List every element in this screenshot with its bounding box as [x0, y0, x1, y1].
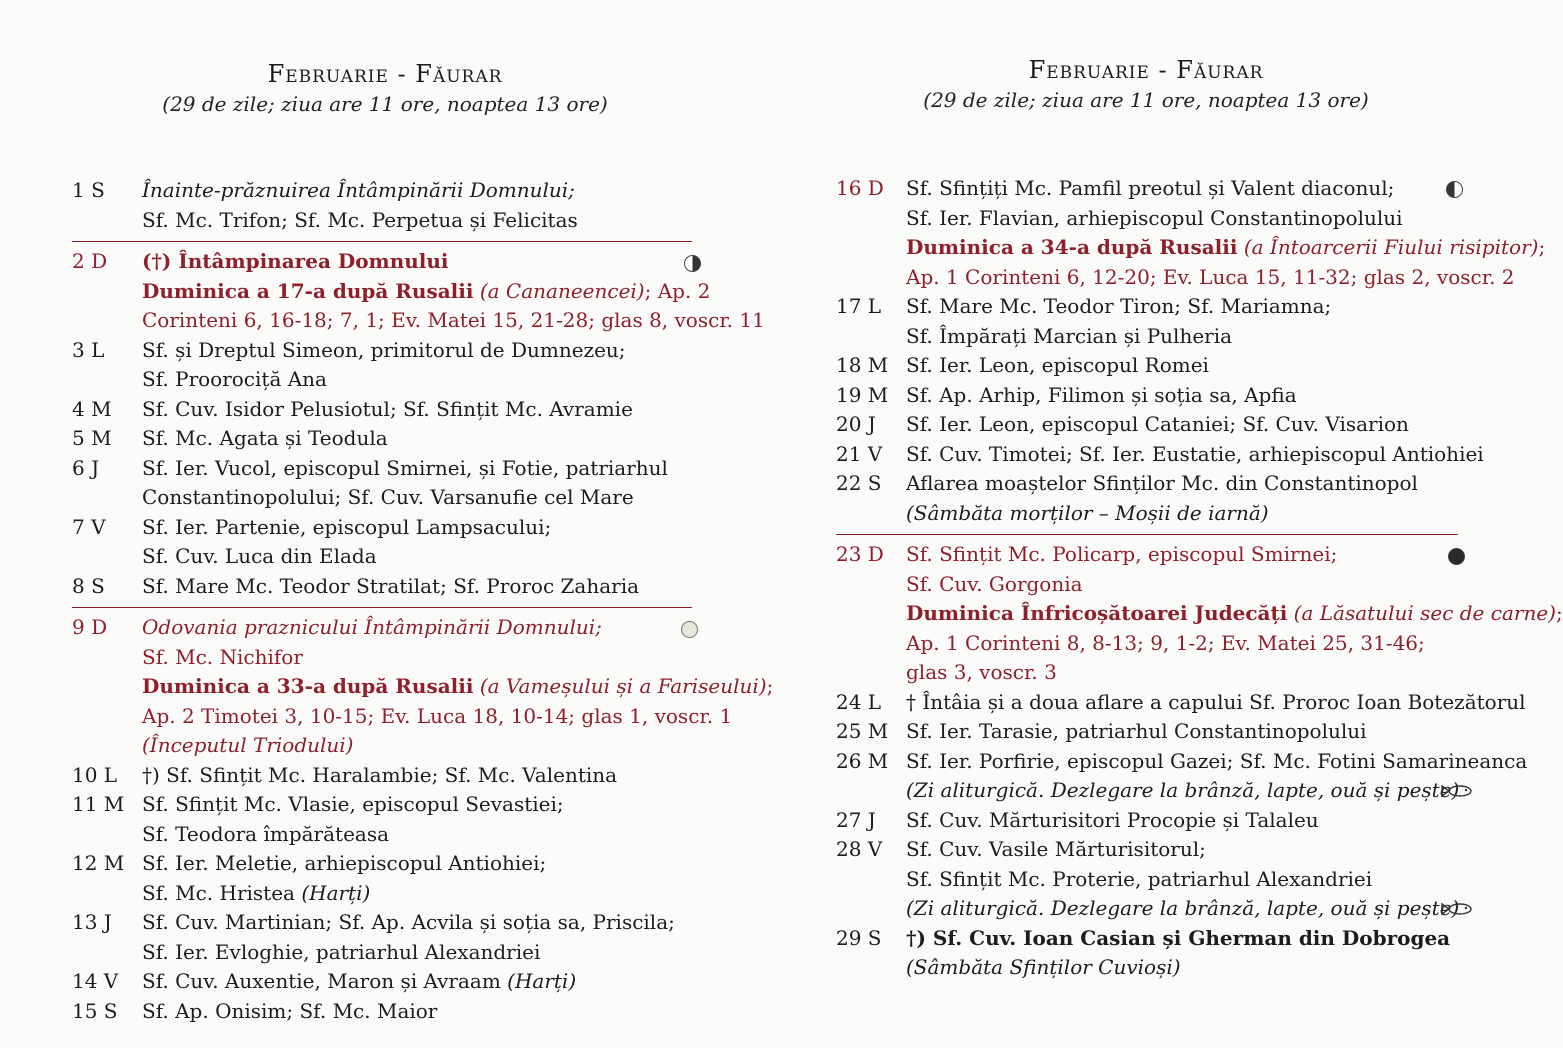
- entry-line: Sf. Cuv. Timotei; Sf. Ier. Eustatie, arhiepiscopul Antiohiei: [906, 441, 1484, 466]
- left-page-header: [80, 58, 690, 118]
- entry-line: †) Sf. Sfințit Mc. Haralambie; Sf. Mc. Valentina: [142, 762, 618, 787]
- day-entry: [72, 395, 692, 425]
- day-label: 10 L: [72, 762, 118, 787]
- right-page: [750, 0, 1563, 1048]
- sunday-name: Duminica Înfricoșătoarei Judecăți: [906, 601, 1288, 625]
- entry-line: †) Sf. Cuv. Ioan Casian și Gherman din Dobrogea: [906, 925, 1451, 950]
- day-label: 2 D: [72, 249, 108, 273]
- entry-line: Sf. Proorociță Ana: [142, 367, 327, 391]
- day-label: 29 S: [836, 925, 882, 950]
- day-entry: [836, 381, 1458, 411]
- day-entry: [72, 424, 692, 454]
- entry-note: (Zi aliturgică. Dezlegare la brânză, lapte, ouă și pește): [906, 896, 1460, 920]
- day-label: 8 S: [72, 573, 105, 598]
- readings-line: Ap. 2 Timotei 3, 10-15; Ev. Luca 18, 10-14; glas 1, voscr. 1: [142, 703, 733, 728]
- entry-line: Sf. Ier. Leon, episcopul Romei: [906, 353, 1209, 377]
- entry-line: Sf. Mc. Nichifor: [142, 644, 303, 669]
- day-label: 28 V: [836, 837, 883, 861]
- entry-line: Sf. Mare Mc. Teodor Tiron; Sf. Mariamna;: [906, 294, 1332, 318]
- day-label: 17 L: [836, 294, 882, 318]
- entry-note: (Zi aliturgică. Dezlegare la brânză, lapte, ouă și pește): [906, 778, 1460, 802]
- day-label: 23 D: [836, 542, 884, 566]
- readings-line: Ap. 1 Corinteni 8, 8-13; 9, 1-2; Ev. Matei 25, 31-46;: [906, 630, 1425, 655]
- day-label: 1 S: [72, 178, 105, 202]
- entry-note: (Sâmbăta morților – Moșii de iarnă): [906, 500, 1269, 525]
- entry-note: (Sâmbăta Sfinților Cuvioși): [906, 955, 1181, 979]
- entry-line: Sf. Ier. Meletie, arhiepiscopul Antiohiei;: [142, 851, 547, 875]
- day-label: 25 M: [836, 719, 889, 743]
- day-entry: [836, 835, 1458, 924]
- last-quarter-moon-icon: [1446, 181, 1463, 198]
- day-label: 3 L: [72, 337, 105, 362]
- right-page-header: [836, 54, 1456, 114]
- first-quarter-moon-icon: [684, 255, 701, 272]
- entry-line: [906, 233, 1545, 263]
- entry-line: Sf. Sfințit Mc. Proterie, patriarhul Alexandriei: [906, 866, 1373, 891]
- readings-line: Corinteni 6, 16-18; 7, 1; Ev. Matei 15, 21-28; glas 8, voscr. 11: [142, 308, 765, 332]
- day-label: 21 V: [836, 441, 883, 466]
- entry-line: Sf. Sfințiți Mc. Pamfil preotul și Valent diaconul;: [906, 176, 1395, 200]
- entry-line: Sf. Cuv. Gorgonia: [906, 571, 1083, 596]
- entry-line: Sf. Ier. Tarasie, patriarhul Constantinopolului: [906, 719, 1367, 743]
- day-label: 9 D: [72, 615, 108, 639]
- fish-icon: [1440, 784, 1474, 798]
- entry-line: Sf. Cuv. Luca din Elada: [142, 544, 377, 568]
- day-entry: [836, 292, 1458, 351]
- sunday-name: Duminica a 34-a după Rusalii: [906, 235, 1238, 259]
- left-page: [0, 0, 774, 1048]
- day-label: 6 J: [72, 455, 100, 480]
- sunday-subtitle: (a Cananeencei): [479, 278, 645, 303]
- sunday-divider: [836, 534, 1458, 535]
- entry-line: [142, 879, 692, 909]
- entry-line: [142, 967, 692, 997]
- entry-line: Sf. Teodora împărăteasa: [142, 821, 390, 846]
- day-label: 16 D: [836, 176, 884, 200]
- day-entry: [836, 440, 1484, 470]
- reading-start: ;: [1538, 235, 1546, 259]
- entry-line: Sf. Cuv. Isidor Pelusiotul; Sf. Sfințit Mc. Avramie: [142, 396, 633, 421]
- day-entry: [72, 454, 692, 513]
- sunday-name: Duminica a 17-a după Rusalii: [142, 278, 474, 303]
- entry-line: Constantinopolului; Sf. Cuv. Varsanufie cel Mare: [142, 485, 634, 509]
- day-entry: [72, 336, 692, 395]
- day-entry: [72, 908, 692, 967]
- reading-start: ;: [766, 674, 774, 698]
- entry-text: Sf. Cuv. Auxentie, Maron și Avraam: [142, 969, 508, 993]
- entry-line: Sf. Împărați Marcian și Pulheria: [906, 323, 1233, 348]
- entry-line: Sf. Ier. Leon, episcopul Cataniei; Sf. Cuv. Visarion: [906, 412, 1409, 436]
- day-label: 14 V: [72, 969, 119, 993]
- day-entry: [836, 540, 1563, 688]
- day-label: 26 M: [836, 748, 889, 773]
- entry-line: Sf. Ap. Arhip, Filimon și soția sa, Apfia: [906, 382, 1297, 407]
- sunday-name: Duminica a 33-a după Rusalii: [142, 674, 474, 698]
- day-entry: [836, 924, 1458, 983]
- new-moon-icon: [1448, 548, 1465, 565]
- entry-text: Sf. Mc. Hristea: [142, 880, 302, 905]
- day-entry: [836, 410, 1458, 440]
- day-entry: [72, 247, 765, 336]
- day-entry: [836, 351, 1458, 381]
- day-entry: [72, 849, 692, 908]
- day-label: 7 V: [72, 514, 106, 539]
- month-title: Februarie - Făurar: [1028, 56, 1264, 84]
- entry-line: [906, 599, 1563, 629]
- day-entry: [836, 717, 1458, 747]
- entry-note: (Harți): [301, 880, 371, 905]
- entry-line: Sf. Mare Mc. Teodor Stratilat; Sf. Proroc Zaharia: [142, 573, 640, 598]
- sunday-divider: [72, 241, 692, 242]
- entry-line: Sf. și Dreptul Simeon, primitorul de Dumnezeu;: [142, 337, 626, 362]
- entry-line: Sf. Ap. Onisim; Sf. Mc. Maior: [142, 998, 438, 1023]
- entry-line: Sf. Ier. Vucol, episcopul Smirnei, și Fotie, patriarhul: [142, 455, 668, 480]
- day-label: 11 M: [72, 792, 125, 816]
- day-entry: [836, 469, 1458, 528]
- day-entry: [836, 806, 1458, 836]
- day-label: 12 M: [72, 851, 125, 875]
- day-label: 27 J: [836, 807, 876, 832]
- day-entry: [72, 790, 692, 849]
- month-title: Februarie - Făurar: [267, 60, 503, 88]
- day-label: 4 M: [72, 396, 112, 421]
- reading-start: ;: [1555, 601, 1563, 625]
- day-label: 22 S: [836, 471, 882, 495]
- day-label: 19 M: [836, 382, 889, 407]
- sunday-subtitle: (a Lăsatului sec de carne): [1293, 601, 1556, 625]
- day-label: 20 J: [836, 412, 876, 436]
- entry-line: Sf. Ier. Flavian, arhiepiscopul Constantinopolului: [906, 205, 1403, 230]
- entry-line: Sf. Cuv. Vasile Mărturisitorul;: [906, 837, 1206, 861]
- day-entry: [836, 688, 1526, 718]
- reading-start: ; Ap. 2: [644, 278, 711, 303]
- entry-line: Sf. Mc. Agata și Teodula: [142, 426, 388, 450]
- entry-line: [142, 672, 773, 702]
- day-label: 13 J: [72, 910, 112, 934]
- month-subtitle: (29 de zile; ziua are 11 ore, noaptea 13 ore): [923, 88, 1369, 112]
- sunday-subtitle: (a Vameșului și a Fariseului): [479, 674, 767, 698]
- month-subtitle: (29 de zile; ziua are 11 ore, noaptea 13 ore): [162, 92, 608, 116]
- day-entry: [72, 572, 692, 602]
- entry-line: Sf. Mc. Trifon; Sf. Mc. Perpetua și Felicitas: [142, 207, 578, 232]
- day-entry: [836, 174, 1546, 292]
- readings-line: Ap. 1 Corinteni 6, 12-20; Ev. Luca 15, 11-32; glas 2, voscr. 2: [906, 264, 1515, 289]
- entry-line: [142, 277, 765, 307]
- day-entry: [72, 761, 692, 791]
- entry-line: Odovania praznicului Întâmpinării Domnului;: [142, 615, 602, 639]
- day-entry: [72, 613, 774, 761]
- day-label: 5 M: [72, 426, 112, 450]
- sunday-divider: [72, 607, 692, 608]
- left-entries: [72, 176, 774, 1026]
- entry-line: Sf. Ier. Evloghie, patriarhul Alexandriei: [142, 939, 541, 964]
- fish-icon: [1440, 902, 1474, 916]
- entry-line: Sf. Ier. Partenie, episcopul Lampsacului;: [142, 514, 552, 539]
- day-entry: [72, 513, 692, 572]
- day-entry: [836, 747, 1528, 806]
- entry-line: Sf. Sfințit Mc. Policarp, episcopul Smirnei;: [906, 542, 1338, 566]
- day-label: 15 S: [72, 998, 118, 1023]
- entry-line: Sf. Cuv. Mărturisitori Procopie și Talaleu: [906, 807, 1319, 832]
- entry-note: (Harți): [507, 969, 577, 993]
- day-label: 18 M: [836, 353, 889, 377]
- day-label: 24 L: [836, 689, 882, 714]
- readings-line: glas 3, voscr. 3: [906, 660, 1057, 684]
- day-entry: [72, 176, 692, 235]
- entry-line: Sf. Ier. Porfirie, episcopul Gazei; Sf. Mc. Fotini Samarineanca: [906, 748, 1528, 773]
- day-entry: [72, 967, 692, 997]
- entry-line: Sf. Cuv. Martinian; Sf. Ap. Acvila și soția sa, Priscila;: [142, 910, 675, 934]
- full-moon-icon: [681, 621, 698, 638]
- entry-note: (Începutul Triodului): [142, 733, 354, 757]
- right-entries: [836, 174, 1563, 983]
- entry-line: † Întâia și a doua aflare a capului Sf. Proroc Ioan Botezătorul: [906, 689, 1526, 714]
- entry-line: Aflarea moaștelor Sfinților Mc. din Constantinopol: [906, 471, 1418, 495]
- entry-line: Sf. Sfințit Mc. Vlasie, episcopul Sevastiei;: [142, 792, 564, 816]
- entry-line: Înainte-prăznuirea Întâmpinării Domnului;: [142, 178, 575, 202]
- sunday-subtitle: (a Întoarcerii Fiului risipitor): [1243, 235, 1539, 259]
- feast-title: (†) Întâmpinarea Domnului: [142, 249, 449, 273]
- day-entry: [72, 997, 692, 1027]
